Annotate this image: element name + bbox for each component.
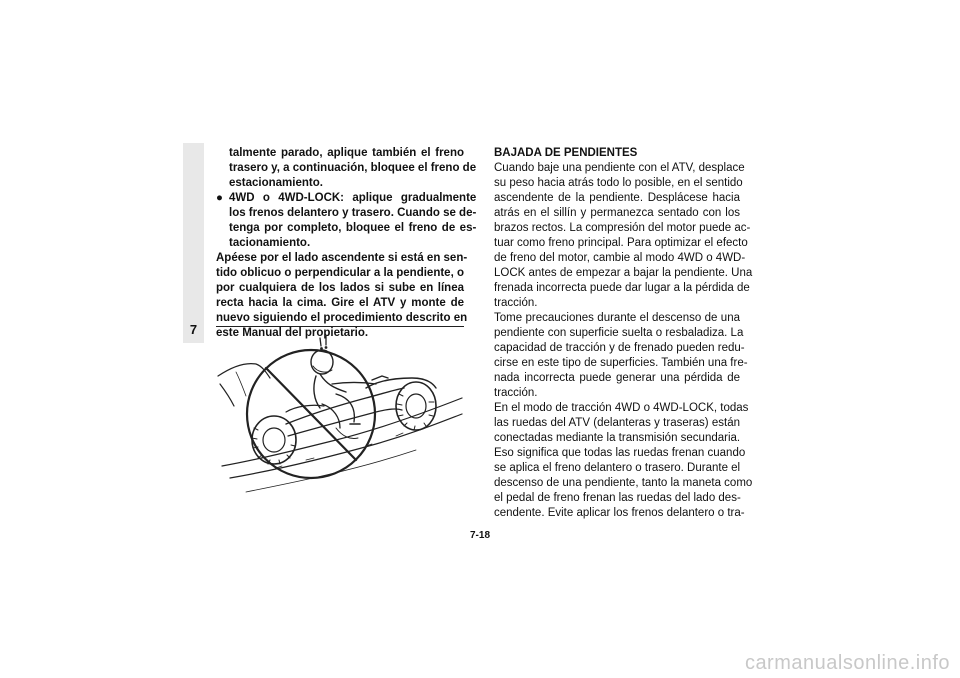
- text-line: recta hacia la cima. Gire el ATV y monte de: [216, 297, 464, 309]
- prohibited-atv-downhill-illustration: [216, 332, 464, 498]
- text-line: tenga por completo, bloquee el freno de es-: [229, 222, 477, 234]
- text-line: En el modo de tracción 4WD o 4WD-LOCK, todas: [494, 402, 749, 414]
- text-line: descenso de una pendiente, tanto la maneta como: [494, 477, 753, 489]
- text-line: frenada incorrecta puede dar lugar a la pérdida de: [494, 282, 750, 294]
- section-divider: [216, 326, 464, 327]
- text-line: tracción.: [494, 297, 538, 309]
- text-line: nada incorrecta puede generar una pérdida de: [494, 372, 740, 384]
- text-line: su peso hacia atrás todo lo posible, en el sentido: [494, 177, 743, 189]
- text-line: tido oblicuo o perpendicular a la pendiente, o: [216, 267, 464, 279]
- text-line: nuevo siguiendo el procedimiento descrito en: [216, 312, 468, 324]
- chapter-tab: [183, 143, 204, 343]
- text-line: Tome precauciones durante el descenso de una: [494, 312, 740, 324]
- text-line: pendiente con superficie suelta o resbaladiza. La: [494, 327, 744, 339]
- text-line: LOCK antes de empezar a bajar la pendiente. Una: [494, 267, 753, 279]
- chapter-tab-number: 7: [189, 322, 198, 337]
- text-line: trasero y, a continuación, bloquee el freno de: [229, 162, 477, 174]
- continued-bullet-text: [216, 146, 477, 191]
- text-line: de freno del motor, cambie al modo 4WD o 4WD-: [494, 252, 746, 264]
- page-number: 7-18: [469, 530, 490, 541]
- bullet-item-4wd: [216, 191, 477, 251]
- dismount-paragraph: [216, 251, 468, 341]
- watermark-link[interactable]: carmanualsonline.info: [744, 652, 950, 674]
- text-line: capacidad de tracción y de frenado pueden redu-: [494, 342, 745, 354]
- text-line: tuar como freno principal. Para optimizar el efecto: [494, 237, 748, 249]
- text-line: estacionamiento.: [229, 177, 323, 189]
- text-line: el pedal de freno frenan las ruedas del lado des-: [494, 492, 741, 504]
- right-column: [494, 146, 753, 521]
- text-line: los frenos delantero y trasero. Cuando se de-: [229, 207, 477, 219]
- descent-paragraph-1: [494, 161, 753, 311]
- text-line: Eso significa que todas las ruedas frenan cuando: [494, 447, 746, 459]
- text-line: este Manual del propietario.: [216, 327, 369, 339]
- text-line: las ruedas del ATV (delanteras y traseras) están: [494, 417, 740, 429]
- text-line: por cualquiera de los lados si sube en línea: [216, 282, 464, 294]
- text-line: ascendente de la pendiente. Desplácese hacia: [494, 192, 740, 204]
- descent-paragraph-3: [494, 401, 753, 521]
- atv-slope-drawing: [216, 332, 464, 498]
- text-line: atrás en el sillín y permanezca sentado con los: [494, 207, 740, 219]
- text-line: cendente. Evite aplicar los frenos delantero o tra-: [494, 507, 745, 519]
- text-line: brazos rectos. La compresión del motor puede ac-: [494, 222, 751, 234]
- text-line: se aplica el freno delantero o trasero. Durante el: [494, 462, 741, 474]
- text-line: 4WD o 4WD-LOCK: aplique gradualmente: [229, 192, 477, 204]
- text-line: talmente parado, aplique también el freno: [229, 147, 464, 159]
- left-column: [216, 146, 477, 341]
- text-line: conectadas mediante la transmisión secundaria.: [494, 432, 741, 444]
- text-line: tacionamiento.: [229, 237, 311, 249]
- text-line: Apéese por el lado ascendente si está en sen-: [216, 252, 468, 264]
- bullet-icon: ●: [216, 192, 223, 204]
- text-line: tracción.: [494, 387, 538, 399]
- section-heading: BAJADA DE PENDIENTES: [494, 147, 638, 159]
- text-line: cirse en este tipo de superficies. También una fre-: [494, 357, 748, 369]
- text-line: Cuando baje una pendiente con el ATV, desplace: [494, 162, 745, 174]
- bullet-text: [229, 191, 476, 251]
- descent-paragraph-2: [494, 311, 748, 401]
